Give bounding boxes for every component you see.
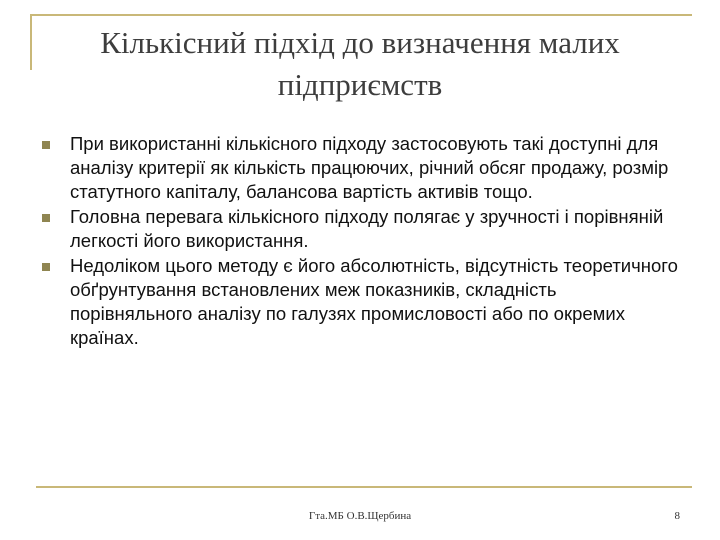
bullet-square-icon — [42, 214, 50, 222]
left-rule — [30, 14, 32, 70]
bullet-square-icon — [42, 263, 50, 271]
page-number: 8 — [674, 510, 680, 522]
bullet-item — [40, 205, 680, 253]
bullet-text: Недоліком цього методу є його абсолютність, відсутність теоретичного обґрунтування встановлених меж показників, складність порівняльного аналізу по галузях промисловості або по окремих країнах. — [70, 255, 678, 348]
footer-author: Гта.МБ О.В.Щербина — [308, 510, 412, 522]
slide-title: Кількісний підхід до визначення малих підприємств — [100, 25, 620, 102]
bullet-text: При використанні кількісного підходу застосовують такі доступні для аналізу критерії як кількість працюючих, річний обсяг продажу, розмір статутного капіталу, балансова вартість активів тощо. — [70, 133, 669, 202]
bullet-item — [40, 254, 680, 350]
bullet-list — [40, 132, 680, 351]
bullet-square-icon — [42, 141, 50, 149]
bottom-rule — [36, 486, 692, 488]
bullet-text: Головна перевага кількісного підходу полягає у зручності і порівняній легкості його використання. — [70, 206, 664, 251]
bullet-item — [40, 132, 680, 204]
top-rule — [30, 14, 692, 16]
